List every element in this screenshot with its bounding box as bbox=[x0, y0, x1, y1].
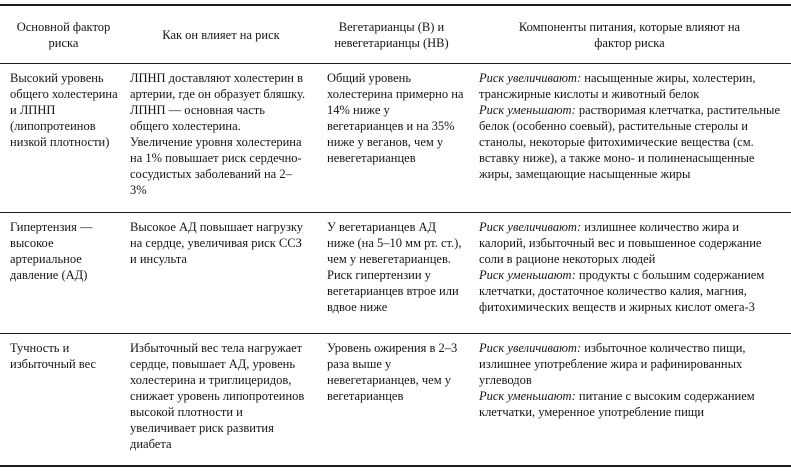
factor-cell bbox=[0, 334, 127, 465]
components-cell bbox=[468, 334, 791, 465]
risk-increase bbox=[479, 70, 785, 102]
risk-increase-label: Риск увеличивают: bbox=[479, 220, 582, 234]
risk-decrease bbox=[479, 267, 785, 315]
components-cell bbox=[468, 64, 791, 212]
factor-text: Высокий уровень общего холестерина и ЛПНП (липопротеинов низкой плотности) bbox=[10, 71, 118, 149]
header-cell-influence bbox=[127, 6, 315, 63]
risk-decrease bbox=[479, 102, 785, 182]
risk-increase bbox=[479, 219, 785, 267]
header-cell-vegetarians bbox=[315, 6, 468, 63]
header-cell-components bbox=[468, 6, 791, 63]
components-cell bbox=[468, 213, 791, 333]
risk-decrease-label: Риск уменьшают: bbox=[479, 268, 576, 282]
risk-decrease-text: питание с высоким содержанием клетчатки, умеренное употребление пищи bbox=[479, 389, 755, 419]
factor-cell bbox=[0, 64, 127, 212]
risk-decrease-label: Риск уменьшают: bbox=[479, 389, 576, 403]
risk-increase-label: Риск увеличивают: bbox=[479, 341, 582, 355]
table-row bbox=[0, 334, 791, 465]
risk-increase bbox=[479, 340, 785, 388]
factor-cell bbox=[0, 213, 127, 333]
risk-decrease-label: Риск уменьшают: bbox=[479, 103, 576, 117]
vegetarians-text: Общий уровень холестерина примерно на 14% ниже у вегетарианцев и на 35% ниже у веганов, чем у невегетарианцев bbox=[327, 71, 464, 165]
header-cell-factor bbox=[0, 6, 127, 63]
header-label-components: Компоненты питания, которые влияют на фактор риска bbox=[518, 19, 741, 50]
vegetarians-cell bbox=[315, 334, 468, 465]
influence-cell bbox=[127, 213, 315, 333]
influence-text: Избыточный вес тела нагружает сердце, повышает АД, уровень холестерина и триглицеридов, снижает уровень липопротеинов высокой плотности и увеличивает риск развития диабета bbox=[130, 341, 305, 451]
risk-decrease-text: продукты с большим содержанием клетчатки, достаточное количество калия, магния, фитохимических веществ и жирных кислот омега-3 bbox=[479, 268, 765, 314]
vegetarians-cell bbox=[315, 213, 468, 333]
header-label-factor: Основной фактор риска bbox=[16, 19, 111, 50]
header-label-influence: Как он влияет на риск bbox=[162, 27, 280, 42]
risk-increase-text: насыщенные жиры, холестерин, трансжирные кислоты и животный белок bbox=[479, 71, 756, 101]
vegetarians-cell bbox=[315, 64, 468, 212]
influence-cell bbox=[127, 334, 315, 465]
factor-text: Тучность и избыточный вес bbox=[10, 341, 97, 371]
vegetarians-text: У вегетарианцев АД ниже (на 5–10 мм рт. ст.), чем у невегетарианцев. Риск гипертензии у вегетарианцев втрое или вдвое ниже bbox=[327, 220, 462, 314]
influence-text: Высокое АД повышает нагрузку на сердце, увеличивая риск ССЗ и инсульта bbox=[130, 220, 304, 266]
risk-increase-label: Риск увеличивают: bbox=[479, 71, 582, 85]
influence-text: ЛПНП доставляют холестерин в артерии, где он образует бляшку. ЛПНП — основная часть общего холестерина. Увеличение уровня холестерина на 1% повышает риск сердечно-сосудистых заболеваний на 2–3% bbox=[130, 71, 306, 197]
header-label-vegetarians: Вегетарианцы (В) и невегетарианцы (НВ) bbox=[334, 19, 449, 50]
table-header-row bbox=[0, 6, 791, 64]
risk-increase-text: излишнее количество жира и калорий, избыточный вес и повышенное содержание соли в рационе некоторых людей bbox=[479, 220, 762, 266]
table-row bbox=[0, 64, 791, 213]
risk-decrease bbox=[479, 388, 785, 420]
table-row bbox=[0, 213, 791, 334]
risk-decrease-text: растворимая клетчатка, растительные белок (особенно соевый), растительные стеролы и станолы, некоторые фитохимические вещества (см. вставку ниже), а также моно- и полиненасыщенные жиры, замещающие насыщенные жиры bbox=[479, 103, 780, 181]
factor-text: Гипертензия — высокое артериальное давление (АД) bbox=[10, 220, 93, 282]
risk-increase-text: избыточное количество пищи, излишнее употребление жира и рафинированных углеводов bbox=[479, 341, 746, 387]
risk-factor-table bbox=[0, 4, 791, 467]
vegetarians-text: Уровень ожирения в 2–3 раза выше у невегетарианцев, чем у вегетарианцев bbox=[327, 341, 458, 403]
influence-cell bbox=[127, 64, 315, 212]
